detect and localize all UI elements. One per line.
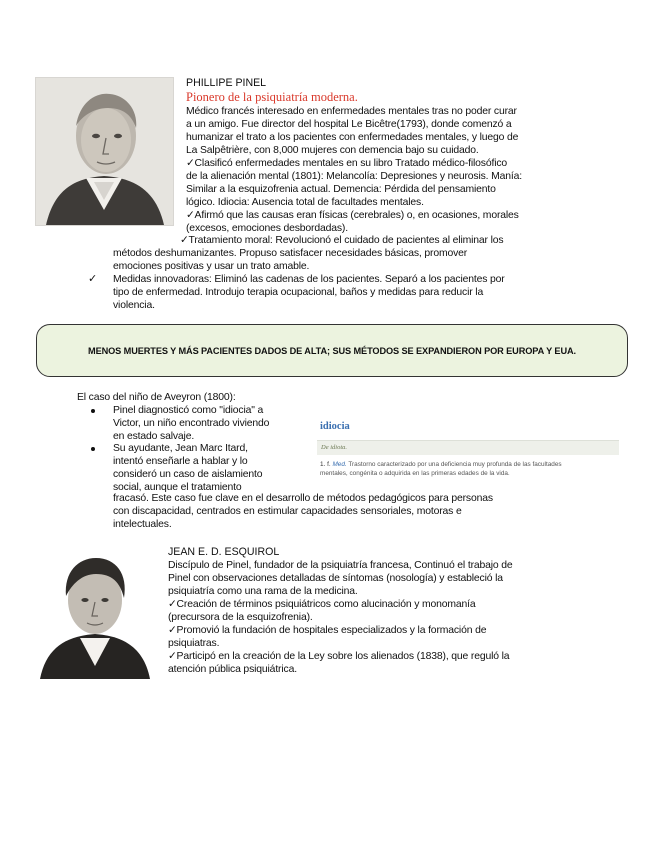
pinel-line: de la alienación mental (1801): Melancolía: Depresiones y neurosis. Manía:: [186, 171, 523, 182]
innovative-line: tipo de enfermedad. Introdujo terapia ocupacional, baños y medidas para reducir la: [113, 287, 484, 298]
dictionary-def-line-1: Trastorno caracterizado por una deficiencia muy profunda de las facultades: [348, 461, 562, 468]
esquirol-line: ✓Creación de términos psiquiátricos como alucinación y monomanía: [168, 599, 476, 610]
innovative-line: Medidas innovadoras: Eliminó las cadenas de los pacientes. Separó a los pacientes por: [113, 274, 505, 285]
esquirol-line: ✓Promovió la fundación de hospitales especializados y la formación de: [168, 625, 487, 636]
esquirol-line: (precursora de la esquizofrenia).: [168, 612, 313, 623]
pinel-line: La Salpêtrière, con 8,000 mujeres con demencia bajo su cuidado.: [186, 145, 479, 156]
aveyron-line: Victor, un niño encontrado viviendo: [113, 418, 270, 429]
dictionary-excerpt: [317, 418, 619, 484]
results-banner: [36, 324, 628, 377]
bullet-icon: [91, 447, 95, 451]
moral-treatment-line-2: métodos deshumanizantes. Propuso satisfacer necesidades básicas, promover: [113, 248, 468, 259]
dictionary-word: idiocia: [320, 421, 350, 432]
esquirol-body: [168, 559, 513, 676]
esquirol-portrait: [36, 548, 154, 679]
dictionary-origin-bar: [317, 440, 619, 455]
esquirol-line: psiquiatría como una rama de la medicina.: [168, 586, 358, 597]
pinel-line: ✓Clasificó enfermedades mentales en su libro Tratado médico-filosófico: [186, 158, 508, 169]
dictionary-origin: De idiota.: [321, 444, 347, 451]
pinel-subtitle: Pionero de la psiquiatría moderna.: [186, 90, 358, 104]
aveyron-line: con discapacidad, centrados en estimular capacidades sensoriales, motoras e: [113, 506, 462, 517]
aveyron-line: fracasó. Este caso fue clave en el desarrollo de métodos pedagógicos para personas: [113, 493, 493, 504]
dictionary-sense-number: 1. f.: [320, 461, 331, 468]
dictionary-definition: [320, 460, 562, 478]
pinel-line: ✓Afirmó que las causas eran físicas (cerebrales) o, en ocasiones, morales: [186, 210, 519, 221]
aveyron-line: social, aunque el tratamiento: [113, 482, 242, 493]
esquirol-line: Discípulo de Pinel, fundador de la psiquiatría francesa, Continuó el trabajo de: [168, 560, 513, 571]
pinel-line: Médico francés interesado en enfermedades mentales tras no poder curar: [186, 106, 517, 117]
pinel-line: lógico. Idiocia: Ausencia total de facultades mentales.: [186, 197, 424, 208]
innovative-measures: [113, 273, 505, 312]
pinel-line: humanizar el trato a los pacientes con enfermedades mentales, y luego de: [186, 132, 519, 143]
dictionary-def-line-2: mentales, congénita o adquirida en las primeras edades de la vida.: [320, 470, 510, 477]
esquirol-engraving-image: [36, 548, 154, 679]
moral-treatment-line-1: ✓Tratamiento moral: Revolucionó el cuidado de pacientes al eliminar los: [180, 235, 504, 246]
esquirol-line: Pinel con observaciones detalladas de síntomas (nosología) y estableció la: [168, 573, 503, 584]
dictionary-abbreviation: Med.: [332, 461, 347, 468]
esquirol-line: atención pública psiquiátrica.: [168, 664, 297, 675]
pinel-line: Similar a la esquizofrenia actual. Demencia: Pérdida del pensamiento: [186, 184, 496, 195]
aveyron-line: en estado salvaje.: [113, 431, 195, 442]
pinel-line: a un amigo. Fue director del hospital Le Bicêtre(1793), donde comenzó a: [186, 119, 512, 130]
pinel-engraving-image: [36, 78, 173, 225]
aveyron-line: consideró un caso de aislamiento: [113, 469, 263, 480]
esquirol-line: psiquiatras.: [168, 638, 220, 649]
esquirol-name: JEAN E. D. ESQUIROL: [168, 546, 280, 558]
innovative-line: violencia.: [113, 300, 155, 311]
aveyron-bullet-2: [113, 442, 262, 494]
aveyron-continuation: [113, 492, 493, 531]
banner-text: MENOS MUERTES Y MÁS PACIENTES DADOS DE ALTA; SUS MÉTODOS SE EXPANDIERON POR EUROPA Y EUA.: [88, 345, 576, 356]
aveyron-bullet-1: [113, 404, 269, 443]
esquirol-line: ✓Participó en la creación de la Ley sobre los alienados (1838), que reguló la: [168, 651, 510, 662]
pinel-portrait: [35, 77, 174, 226]
aveyron-line: intentó enseñarle a hablar y lo: [113, 456, 248, 467]
aveyron-heading: El caso del niño de Aveyron (1800):: [77, 392, 236, 403]
moral-treatment-line-3: emociones positivas y usar un trato amable.: [113, 261, 310, 272]
pinel-body: [186, 105, 586, 235]
pinel-line: (excesos, emociones desbordadas).: [186, 223, 348, 234]
bullet-icon: [91, 409, 95, 413]
aveyron-line: Su ayudante, Jean Marc Itard,: [113, 443, 248, 454]
aveyron-line: intelectuales.: [113, 519, 172, 530]
check-mark-icon: ✓: [88, 273, 98, 285]
pinel-name: PHILLIPE PINEL: [186, 77, 267, 89]
aveyron-line: Pinel diagnosticó como "idiocia" a: [113, 405, 264, 416]
